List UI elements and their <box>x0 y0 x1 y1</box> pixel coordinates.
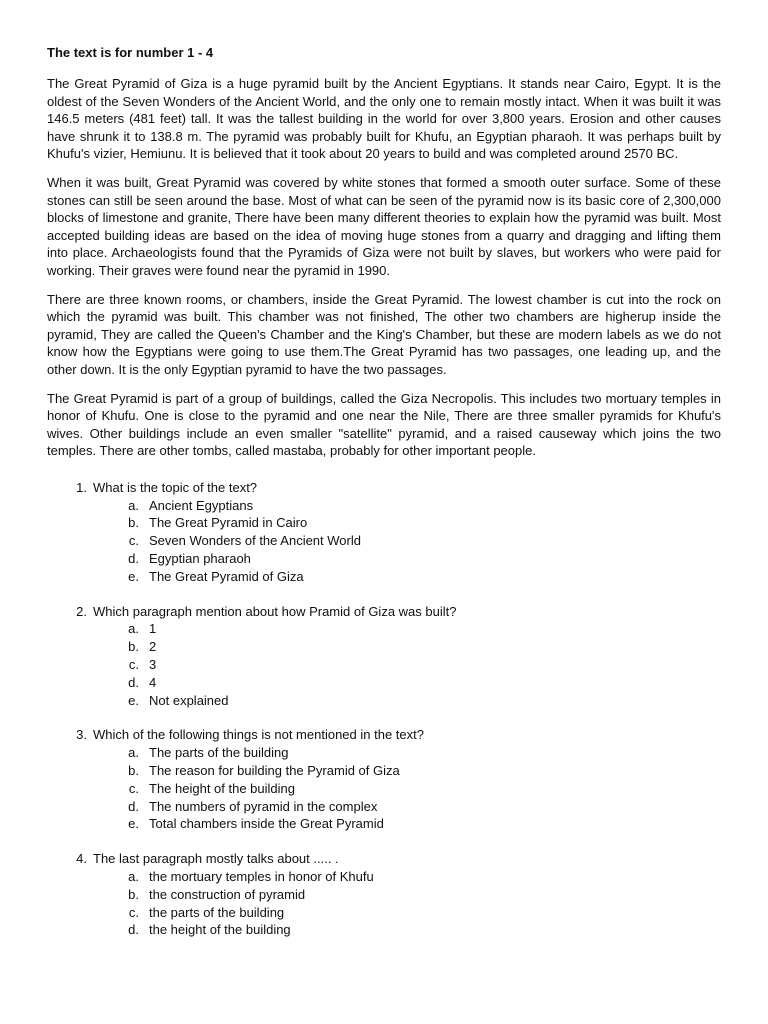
option-text: Ancient Egyptians <box>149 497 254 513</box>
option-text: The parts of the building <box>149 745 289 761</box>
option-letter: e. <box>128 568 139 584</box>
option-letter: a. <box>128 745 139 761</box>
answer-option <box>47 798 721 816</box>
option-text: the height of the building <box>149 922 291 938</box>
answer-option <box>47 532 721 550</box>
option-text: the construction of pyramid <box>149 886 306 902</box>
question-number: 3. <box>76 727 87 743</box>
option-letter: e. <box>128 692 139 708</box>
option-letter: b. <box>128 763 139 779</box>
answer-option <box>47 692 721 710</box>
option-text: 4 <box>149 674 157 690</box>
answer-option <box>47 656 721 674</box>
option-letter: b. <box>128 639 139 655</box>
option-letter: c. <box>128 780 139 796</box>
question-3 <box>47 726 721 833</box>
question-number: 2. <box>76 603 87 619</box>
answer-option <box>47 904 721 922</box>
option-letter: d. <box>128 922 139 938</box>
question-2 <box>47 603 721 710</box>
paragraph-4: The Great Pyramid is part of a group of buildings, called the Giza Necropolis. This includes two mortuary temples in honor of Khufu. One is close to the pyramid and one near the Nile, There are three smaller pyramids for Khufu's wives. Other buildings include an even smaller "satellite" pyramid, and a raised causeway which joins the two temples. There are other tombs, called mastaba, probably for other important people. <box>47 390 721 459</box>
option-text: Egyptian pharaoh <box>149 551 251 567</box>
answer-option <box>47 497 721 515</box>
option-letter: a. <box>128 869 139 885</box>
answer-option <box>47 514 721 532</box>
answer-option <box>47 550 721 568</box>
option-letter: b. <box>128 515 139 531</box>
document-heading: The text is for number 1 - 4 <box>47 45 214 60</box>
option-letter: a. <box>128 621 139 637</box>
question-1 <box>47 479 721 586</box>
answer-option <box>47 886 721 904</box>
question-4 <box>47 850 721 939</box>
answer-option <box>47 762 721 780</box>
option-text: The reason for building the Pyramid of Giza <box>149 763 400 779</box>
option-text: the parts of the building <box>149 904 285 920</box>
option-letter: c. <box>128 657 139 673</box>
option-text: The Great Pyramid of Giza <box>149 568 304 584</box>
paragraph-2: When it was built, Great Pyramid was covered by white stones that formed a smooth outer surface. Some of these stones can still be seen around the base. Most of what can be seen of the pyramid now is its basic core of 2,300,000 blocks of limestone and granite, There have been many different theories to explain how the pyramid was built. Most accepted building ideas are based on the idea of moving huge stones from a quarry and dragging and lifting them into place. Archaeologists found that the Pyramids of Giza were not built by slaves, but workers who were paid for working. Their graves were found near the pyramid in 1990. <box>47 174 721 278</box>
answer-option <box>47 780 721 798</box>
answer-option <box>47 674 721 692</box>
answer-option <box>47 568 721 586</box>
paragraph-3: There are three known rooms, or chambers, inside the Great Pyramid. The lowest chamber is cut into the rock on which the pyramid was built. This chamber was not finished, The other two chambers are higherup inside the pyramid, They are called the Queen's Chamber and the King's Chamber, but these are modern labels as we do not know how the Egyptians were going to use them.The Great Pyramid has two passages, one leading up, and the other down. It is the only Egyptian pyramid to have the two passages. <box>47 291 721 377</box>
option-text: 1 <box>149 621 157 637</box>
option-text: 3 <box>149 657 157 673</box>
question-number: 4. <box>76 851 87 867</box>
option-text: Not explained <box>149 692 229 708</box>
option-text: 2 <box>149 639 157 655</box>
option-letter: d. <box>128 674 139 690</box>
answer-option <box>47 744 721 762</box>
option-text: Seven Wonders of the Ancient World <box>149 533 361 549</box>
option-text: Total chambers inside the Great Pyramid <box>149 816 384 832</box>
answer-option <box>47 638 721 656</box>
option-letter: d. <box>128 798 139 814</box>
option-letter: c. <box>128 533 139 549</box>
option-letter: e. <box>128 816 139 832</box>
answer-option <box>47 868 721 886</box>
question-text: What is the topic of the text? <box>93 479 258 495</box>
answer-option <box>47 921 721 939</box>
paragraph-1: The Great Pyramid of Giza is a huge pyramid built by the Ancient Egyptians. It stands near Cairo, Egypt. It is the oldest of the Seven Wonders of the Ancient World, and the only one to remain mostly intact. When it was built it was 146.5 meters (481 feet) tall. It was the tallest building in the world for over 3,800 years. Erosion and other causes have shrunk it to 138.8 m. The pyramid was probably built for Khufu, an Egyptian pharaoh. It was perhaps built by Khufu's vizier, Hemiunu. It is believed that it took about 20 years to build and was completed around 2570 BC. <box>47 76 721 162</box>
option-letter: b. <box>128 886 139 902</box>
option-letter: c. <box>128 904 139 920</box>
option-text: The numbers of pyramid in the complex <box>149 798 378 814</box>
answer-option <box>47 815 721 833</box>
option-text: The height of the building <box>149 780 295 796</box>
option-letter: a. <box>128 497 139 513</box>
option-letter: d. <box>128 551 139 567</box>
question-number: 1. <box>76 479 87 495</box>
question-text: Which of the following things is not mentioned in the text? <box>93 727 424 743</box>
question-text: Which paragraph mention about how Pramid of Giza was built? <box>93 603 457 619</box>
option-text: The Great Pyramid in Cairo <box>149 515 308 531</box>
question-list <box>47 479 721 939</box>
answer-option <box>47 620 721 638</box>
question-text: The last paragraph mostly talks about ..... . <box>93 851 339 867</box>
option-text: the mortuary temples in honor of Khufu <box>149 869 374 885</box>
